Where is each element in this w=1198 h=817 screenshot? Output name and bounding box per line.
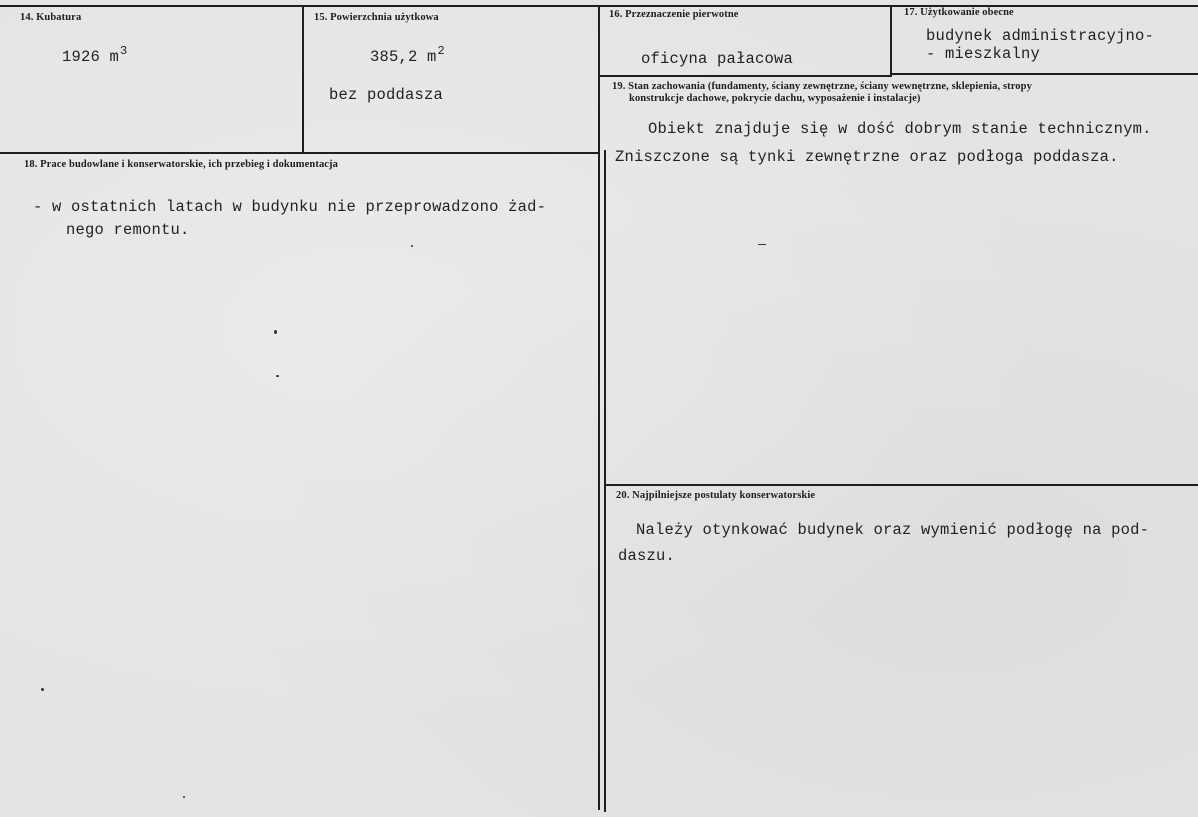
kubatura-label: 14. Kubatura — [20, 12, 82, 23]
stan-value-line1: Obiekt znajduje się w dość dobrym stanie technicznym. — [648, 120, 1152, 138]
stan-label-line1: 19. Stan zachowania (fundamenty, ściany zewnętrzne, ściany wewnętrzne, sklepienia, stropy — [612, 81, 1032, 92]
speck-mark — [758, 244, 766, 245]
divider-row1-left — [0, 152, 599, 154]
postulaty-value-line2: daszu. — [618, 547, 676, 565]
postulaty-label: 20. Najpilniejsze postulaty konserwatorskie — [616, 490, 816, 501]
stan-label-line2: konstrukcje dachowe, pokrycie dachu, wyposażenie i instalacje) — [629, 93, 921, 104]
divider-middle-lower — [604, 150, 606, 812]
powierzchnia-note: bez poddasza — [329, 86, 444, 104]
prace-value-line1: - w ostatnich latach w budynku nie przeprowadzono żad- — [33, 198, 547, 216]
speck-mark — [411, 245, 413, 247]
kubatura-value — [62, 44, 128, 66]
kubatura-number: 1926 m — [62, 48, 120, 66]
uzytkowanie-value-line1: budynek administracyjno- — [926, 27, 1155, 45]
przeznaczenie-value: oficyna pałacowa — [641, 50, 794, 68]
prace-value-line2: nego remontu. — [66, 221, 190, 239]
postulaty-value-line1: Należy otynkować budynek oraz wymienić podłogę na pod- — [636, 521, 1150, 539]
uzytkowanie-value-line2: - mieszkalny — [926, 45, 1041, 63]
powierzchnia-label: 15. Powierzchnia użytkowa — [314, 12, 439, 23]
speck-mark — [274, 330, 277, 334]
powierzchnia-number: 385,2 m — [370, 48, 437, 66]
divider-f14-f15 — [302, 5, 304, 153]
divider-f16-f19 — [600, 75, 892, 77]
divider-f19-f20 — [605, 484, 1198, 486]
prace-label: 18. Prace budowlane i konserwatorskie, ich przebieg i dokumentacja — [24, 159, 339, 170]
divider-f16-f17 — [890, 5, 892, 75]
powierzchnia-exponent: 2 — [437, 44, 445, 58]
powierzchnia-value — [370, 44, 445, 66]
przeznaczenie-label: 16. Przeznaczenie pierwotne — [609, 9, 739, 20]
speck-mark — [276, 375, 279, 377]
kubatura-exponent: 3 — [120, 44, 128, 58]
divider-row1-right — [892, 73, 1198, 75]
speck-mark — [41, 688, 44, 691]
divider-middle — [598, 5, 600, 810]
uzytkowanie-label: 17. Użytkowanie obecne — [904, 7, 1014, 18]
speck-mark — [183, 796, 185, 798]
stan-value-line2: Zniszczone są tynki zewnętrzne oraz podłoga poddasza. — [615, 148, 1119, 166]
